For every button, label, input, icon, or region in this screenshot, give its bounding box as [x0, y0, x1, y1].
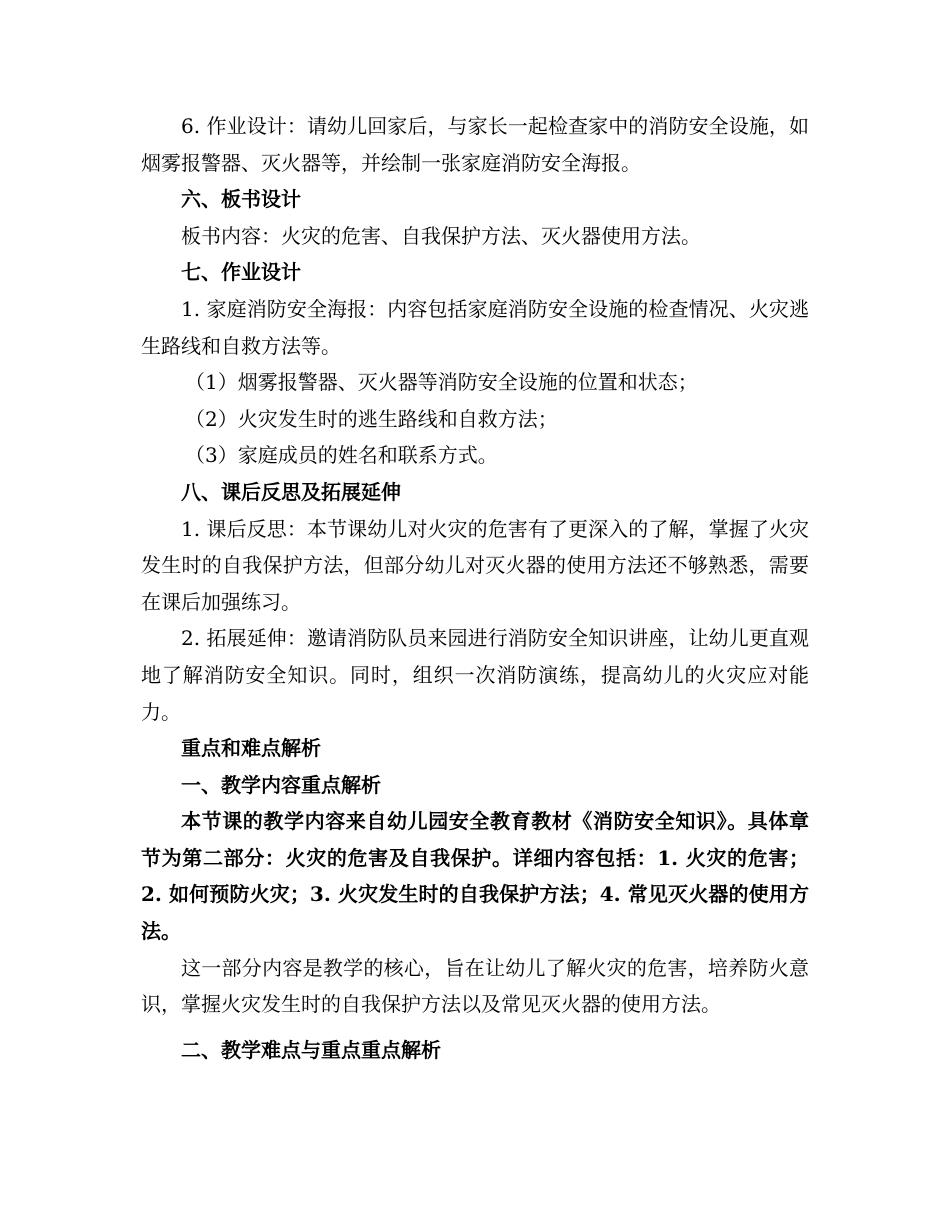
- content-source-paragraph: 本节课的教学内容来自幼儿园安全教育教材《消防安全知识》。具体章节为第二部分：火灾的危害及自我保护。详细内容包括：1. 火灾的危害；2. 如何预防火灾；3. 火灾发生时的自我保护方法；4. 常见灭火器的使用方法。: [141, 809, 809, 944]
- heading-key-difficult-points: 重点和难点解析: [181, 736, 321, 761]
- family-poster-paragraph: 1. 家庭消防安全海报：内容包括家庭消防安全设施的检查情况、火灾逃生路线和自救方法等。: [141, 296, 809, 358]
- homework-design-paragraph: 6. 作业设计：请幼儿回家后，与家长一起检查家中的消防安全设施，如烟雾报警器、灭火器等，并绘制一张家庭消防安全海报。: [141, 114, 809, 175]
- list-item-1: （1）烟雾报警器、灭火器等消防安全设施的位置和状态；: [185, 370, 698, 395]
- heading-content-key-analysis: 一、教学内容重点解析: [181, 772, 381, 797]
- core-content-paragraph: 这一部分内容是教学的核心，旨在让幼儿了解火灾的危害，培养防火意识，掌握火灾发生时的自我保护方法以及常见灭火器的使用方法。: [141, 955, 809, 1017]
- reflection-paragraph: 1. 课后反思：本节课幼儿对火灾的危害有了更深入的了解，掌握了火灾发生时的自我保护方法，但部分幼儿对灭火器的使用方法还不够熟悉，需要在课后加强练习。: [141, 516, 809, 614]
- heading-difficulty-analysis: 二、教学难点与重点重点解析: [181, 1037, 441, 1062]
- heading-homework-design: 七、作业设计: [181, 260, 301, 285]
- list-item-2: （2）火灾发生时的逃生路线和自救方法；: [185, 406, 558, 431]
- heading-reflection-extension: 八、课后反思及拓展延伸: [181, 479, 401, 504]
- blackboard-content-paragraph: 板书内容：火灾的危害、自我保护方法、灭火器使用方法。: [181, 223, 701, 248]
- heading-blackboard-design: 六、板书设计: [181, 187, 301, 212]
- extension-paragraph: 2. 拓展延伸：邀请消防队员来园进行消防安全知识讲座，让幼儿更直观地了解消防安全知识。同时，组织一次消防演练，提高幼儿的火灾应对能力。: [141, 626, 809, 724]
- document-page: [141, 108, 809, 1068]
- list-item-3: （3）家庭成员的姓名和联系方式。: [185, 443, 498, 468]
